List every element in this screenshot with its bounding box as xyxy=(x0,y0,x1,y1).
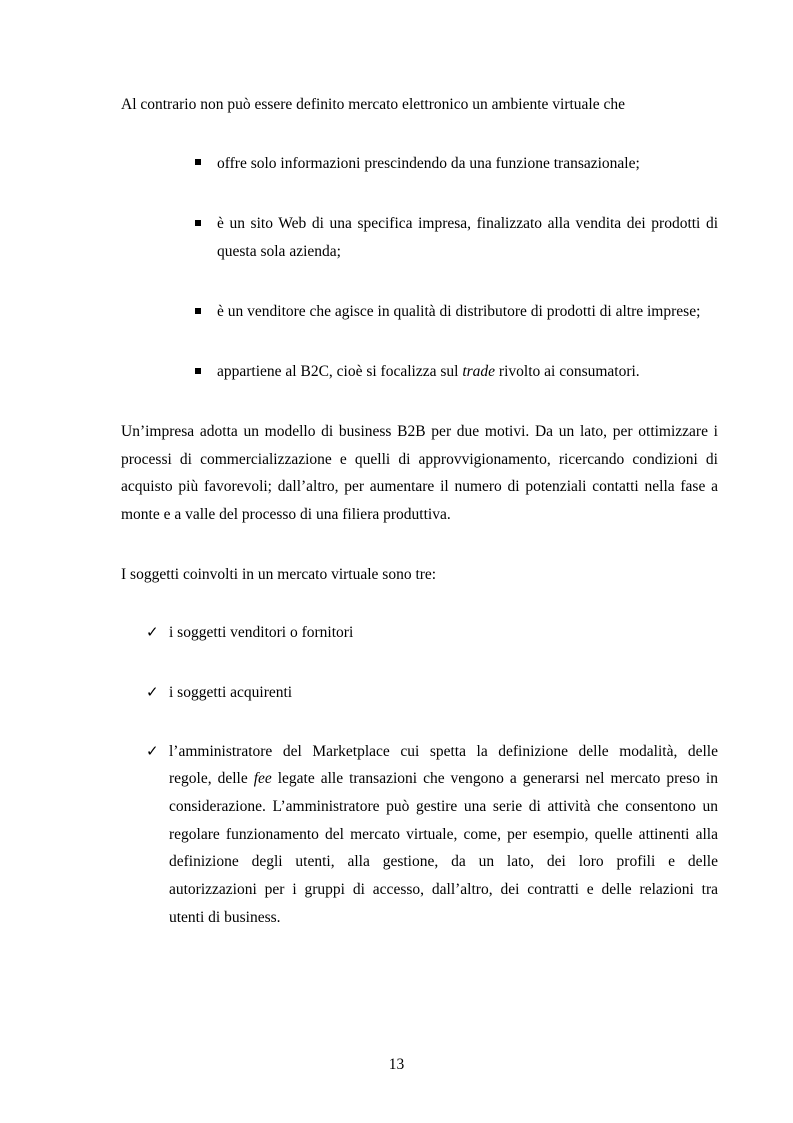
check-item-3-line-4: regolare funzionamento del mercato virtuale, come, per esempio, quelle attinenti alla xyxy=(169,826,718,843)
bullet-item-1: offre solo informazioni prescindendo da una funzione transazionale; xyxy=(217,155,640,172)
square-bullet-icon xyxy=(195,220,201,226)
page-number: 13 xyxy=(388,1056,405,1073)
check-item-2: i soggetti acquirenti xyxy=(169,684,293,701)
check-item-3-line-2 xyxy=(169,769,718,789)
check-item-3-line-7: utenti di business. xyxy=(169,909,281,926)
bullet-item-3: è un venditore che agisce in qualità di distributore di prodotti di altre imprese; xyxy=(217,303,701,320)
check-item-3-line-5: definizione degli utenti, alla gestione, da un lato, dei loro profili e delle xyxy=(169,853,718,870)
paragraph-2-line-4: monte e a valle del processo di una filiera produttiva. xyxy=(121,506,451,523)
check-item-3-text-end: legate alle transazioni che vengono a generarsi nel mercato preso in xyxy=(271,770,718,787)
check-item-1: i soggetti venditori o fornitori xyxy=(169,624,354,641)
checkmark-icon: ✓ xyxy=(146,623,159,641)
bullet-item-2-line-1: è un sito Web di una specifica impresa, finalizzato alla vendita dei prodotti di xyxy=(217,215,718,232)
bullet-item-4-text-end: rivolto ai consumatori. xyxy=(495,363,640,380)
paragraph-2-line-3: acquisto più favorevoli; dall’altro, per aumentare il numero di potenziali contatti nella fase a xyxy=(121,478,718,495)
check-item-3-line-3: considerazione. L’amministratore può gestire una serie di attività che consentono un xyxy=(169,798,718,815)
paragraph-2-line-2: processi di commercializzazione e quelli di approvvigionamento, ricercando condizioni di xyxy=(121,451,718,468)
check-item-3-text: regole, delle xyxy=(169,770,254,787)
check-item-3-line-6: autorizzazioni per i gruppi di accesso, dall’altro, dei contratti e delle relazioni tra xyxy=(169,881,718,898)
paragraph-2-line-1: Un’impresa adotta un modello di business B2B per due motivi. Da un lato, per ottimizzare i xyxy=(121,423,718,440)
check-item-3-emphasis: fee xyxy=(253,770,272,787)
square-bullet-icon xyxy=(195,368,201,374)
check-item-3-line-1: l’amministratore del Marketplace cui spetta la definizione delle modalità, delle xyxy=(169,743,718,760)
bullet-item-4-emphasis: trade xyxy=(462,363,496,380)
checkmark-icon: ✓ xyxy=(146,742,159,760)
bullet-item-4-text: appartiene al B2C, cioè si focalizza sul xyxy=(217,363,463,380)
square-bullet-icon xyxy=(195,308,201,314)
paragraph-3: I soggetti coinvolti in un mercato virtuale sono tre: xyxy=(121,566,437,583)
bullet-item-2-line-2: questa sola azienda; xyxy=(217,243,341,260)
intro-text: Al contrario non può essere definito mercato elettronico un ambiente virtuale che xyxy=(121,96,625,113)
bullet-item-4 xyxy=(217,362,640,382)
checkmark-icon: ✓ xyxy=(146,683,159,701)
square-bullet-icon xyxy=(195,159,201,165)
